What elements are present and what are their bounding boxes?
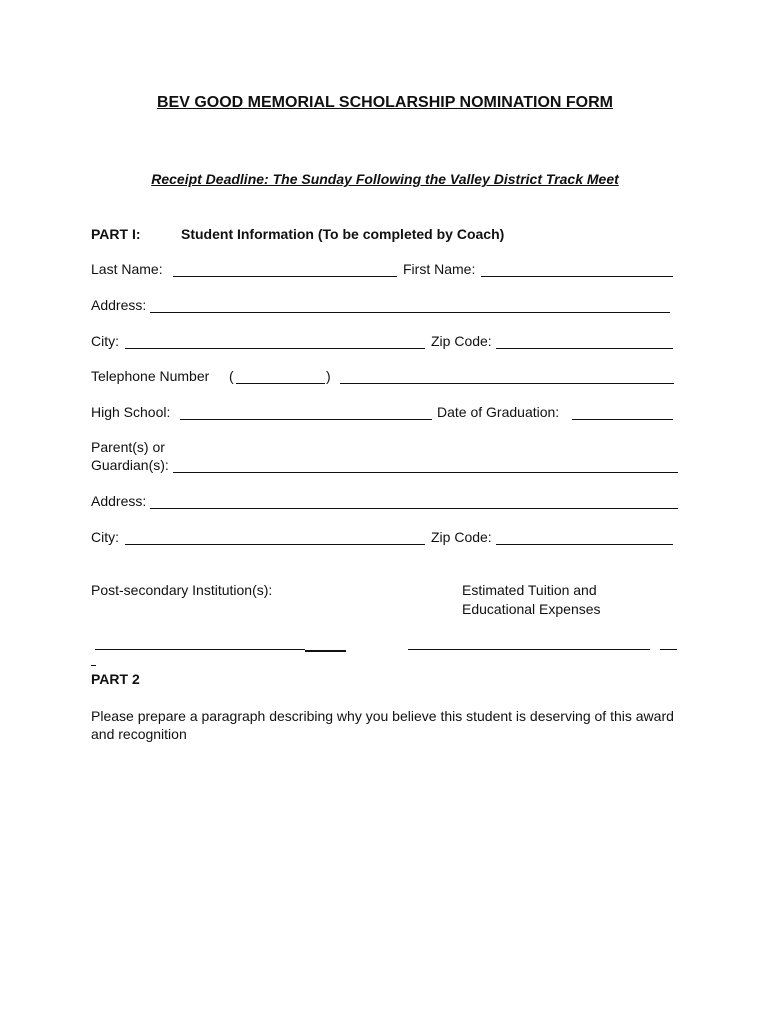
- tuition-field[interactable]: [408, 649, 650, 650]
- area-code-field[interactable]: [236, 383, 325, 384]
- parents-label-line2: Guardian(s):: [91, 457, 169, 473]
- parent-address-label: Address:: [91, 493, 147, 509]
- part1-heading: Student Information (To be completed by Coach): [181, 226, 505, 242]
- institution-label: Post-secondary Institution(s):: [91, 582, 273, 598]
- high-school-field[interactable]: [180, 419, 432, 420]
- parent-address-field[interactable]: [150, 508, 678, 509]
- zip-field[interactable]: [496, 348, 673, 349]
- form-title: BEV GOOD MEMORIAL SCHOLARSHIP NOMINATION FORM: [156, 94, 613, 111]
- part2-label: PART 2: [91, 671, 140, 687]
- tuition-label-line1: Estimated Tuition and: [462, 582, 597, 598]
- last-name-label: Last Name:: [91, 261, 163, 277]
- institution-field[interactable]: [95, 649, 305, 650]
- first-name-field[interactable]: [481, 276, 673, 277]
- last-name-field[interactable]: [173, 276, 397, 277]
- part2-instruction: Please prepare a paragraph describing why you believe this student is deserving of this award and recognition: [91, 708, 674, 742]
- first-name-label: First Name:: [403, 261, 476, 277]
- address-field[interactable]: [150, 312, 670, 313]
- address-label: Address:: [91, 297, 147, 313]
- telephone-field[interactable]: [340, 383, 674, 384]
- graduation-label: Date of Graduation:: [437, 404, 560, 420]
- city-label: City:: [91, 333, 119, 349]
- graduation-field[interactable]: [572, 419, 673, 420]
- zip-label: Zip Code:: [431, 333, 492, 349]
- parents-field[interactable]: [173, 472, 678, 473]
- area-code-close-paren: ): [326, 368, 331, 384]
- city-field[interactable]: [125, 348, 425, 349]
- institution-field-extension: [305, 650, 346, 652]
- receipt-deadline: Receipt Deadline: The Sunday Following the Valley District Track Meet: [151, 171, 619, 187]
- tuition-label-line2: Educational Expenses: [462, 601, 601, 617]
- part1-label: PART I:: [91, 226, 141, 242]
- parent-zip-field[interactable]: [496, 544, 673, 545]
- area-code-open-paren: (: [229, 368, 234, 384]
- telephone-label: Telephone Number: [91, 368, 210, 384]
- high-school-label: High School:: [91, 404, 171, 420]
- parent-city-field[interactable]: [125, 544, 425, 545]
- parent-zip-label: Zip Code:: [431, 529, 492, 545]
- parents-label-line1: Parent(s) or: [91, 439, 165, 455]
- tuition-field-extension: [660, 649, 677, 650]
- stray-mark: [91, 665, 96, 666]
- parent-city-label: City:: [91, 529, 119, 545]
